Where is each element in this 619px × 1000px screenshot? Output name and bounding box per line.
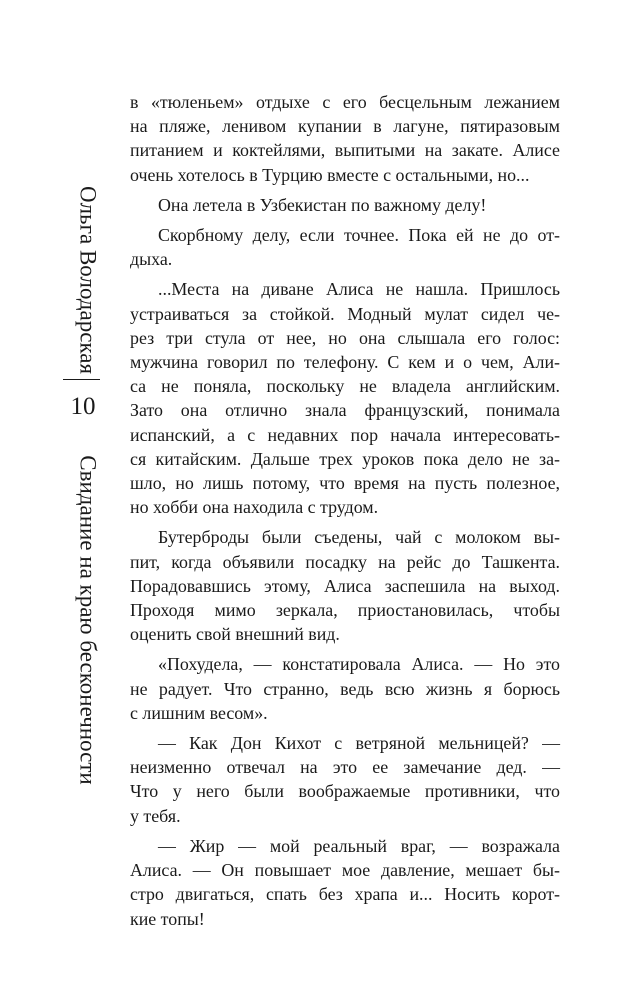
- paragraph: [130, 652, 560, 725]
- text-line: са не поняла, поскольку не владела английским.: [130, 376, 560, 397]
- text-line: дыха.: [130, 249, 173, 270]
- text-line: Порадовавшись этому, Алиса заспешила на выход.: [130, 575, 560, 596]
- running-head-author: Ольга Володарская: [75, 185, 101, 375]
- text-line: но хобби она находила с трудом.: [130, 497, 379, 518]
- text-line: — Жир — мой реальный враг, — возражала: [158, 835, 560, 856]
- text-line: с лишним весом».: [130, 702, 268, 723]
- text-line: Алиса. — Он повышает мое давление, мешает бы-: [130, 860, 560, 881]
- text-line: в «тюленьем» отдыхе с его бесцельным лежанием: [130, 92, 560, 112]
- text-line: пит, когда объявили посадку на рейс до Ташкента.: [130, 551, 560, 572]
- text-line: шло, но лишь потому, что время на пусть полезное,: [130, 473, 560, 494]
- paragraph: [130, 223, 560, 271]
- paragraph: [130, 90, 560, 187]
- paragraph: [130, 277, 560, 519]
- text-line: очень хотелось в Турцию вместе с остальными, но...: [130, 164, 530, 185]
- text-line: устраиваться за стойкой. Модный мулат сидел че-: [130, 303, 560, 324]
- text-line: не радует. Что странно, ведь всю жизнь я борюсь: [130, 678, 560, 699]
- text-line: у тебя.: [130, 805, 181, 826]
- text-line: оценить свой внешний вид.: [130, 624, 340, 645]
- text-line: мужчина говорил по телефону. С кем и о чем, Али-: [130, 352, 560, 373]
- text-line: Проходя мимо зеркала, приостановилась, чтобы: [130, 600, 560, 621]
- text-line: Бутерброды были съедены, чай с молоком вы-: [158, 527, 560, 548]
- paragraph: [130, 731, 560, 828]
- text-line: Что у него были воображаемые противники, что: [130, 781, 560, 802]
- paragraph: [130, 525, 560, 646]
- text-line: стро двигаться, спать без храпа и... Носить корот-: [130, 884, 560, 905]
- text-line: Она летела в Узбекистан по важному делу!: [158, 194, 487, 215]
- text-line: кие топы!: [130, 908, 205, 929]
- text-line: ся китайским. Дальше трех уроков пока дело не за-: [130, 448, 560, 469]
- text-line: неизменно отвечал на это ее замечание дед. —: [130, 757, 560, 778]
- text-line: «Похудела, — констатировала Алиса. — Но это: [158, 654, 560, 675]
- paragraph: [130, 193, 560, 217]
- text-line: Зато она отлично знала французский, понимала: [130, 400, 560, 421]
- running-head-divider: [63, 379, 100, 380]
- text-line: питанием и коктейлями, выпитыми на закате. Алисе: [130, 140, 560, 161]
- running-head-book-title: Свидание на краю бесконечности: [75, 455, 101, 785]
- body-text: [130, 90, 560, 937]
- text-line: Скорбному делу, если точнее. Пока ей не до от-: [158, 225, 560, 246]
- text-line: ...Места на диване Алиса не нашла. Пришлось: [158, 279, 560, 300]
- paragraph: [130, 834, 560, 931]
- page-number: 10: [70, 393, 96, 420]
- text-line: испанский, а с недавних пор начала интересовать-: [130, 424, 560, 445]
- text-line: на пляже, ленивом купании в лагуне, пятиразовым: [130, 116, 560, 137]
- text-line: рез три стула от нее, но она слышала его голос:: [130, 327, 560, 348]
- text-line: — Как Дон Кихот с ветряной мельницей? —: [158, 733, 560, 754]
